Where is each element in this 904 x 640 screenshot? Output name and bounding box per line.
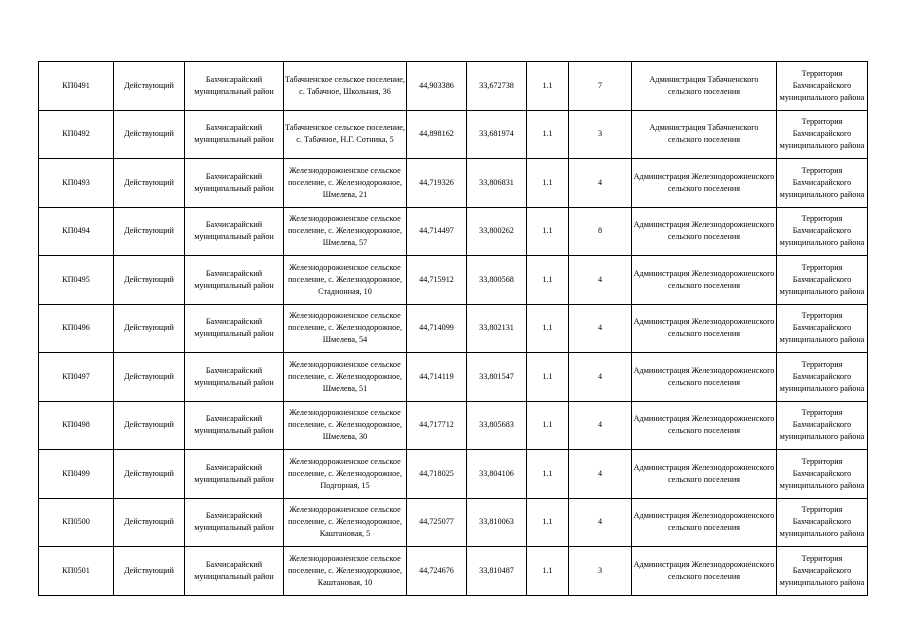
- owner-cell: Администрация Табачненского сельского поселения: [632, 110, 777, 159]
- district-cell: Бахчисарайский муниципальный район: [185, 353, 284, 402]
- latitude-cell: 44,714497: [407, 207, 467, 256]
- count-cell: 3: [569, 110, 632, 159]
- table-row: [39, 159, 868, 208]
- status-cell: Действующий: [114, 450, 185, 499]
- table-row: [39, 304, 868, 353]
- point-code-cell: КП0498: [39, 401, 114, 450]
- latitude-cell: 44,714099: [407, 304, 467, 353]
- type-cell: 1.1: [527, 62, 569, 111]
- longitude-cell: 33,681974: [467, 110, 527, 159]
- district-cell: Бахчисарайский муниципальный район: [185, 498, 284, 547]
- type-cell: 1.1: [527, 450, 569, 499]
- table-row: [39, 401, 868, 450]
- address-cell: Табачненское сельское поселение, с. Табачное, Школьная, 36: [284, 62, 407, 111]
- territory-cell: Территория Бахчисарайского муниципального района: [777, 256, 868, 305]
- type-cell: 1.1: [527, 304, 569, 353]
- table-body: [39, 62, 868, 596]
- count-cell: 4: [569, 498, 632, 547]
- status-cell: Действующий: [114, 401, 185, 450]
- longitude-cell: 33,810487: [467, 547, 527, 596]
- district-cell: Бахчисарайский муниципальный район: [185, 207, 284, 256]
- longitude-cell: 33,804106: [467, 450, 527, 499]
- point-code-cell: КП0494: [39, 207, 114, 256]
- district-cell: Бахчисарайский муниципальный район: [185, 110, 284, 159]
- registry-table: [38, 61, 868, 596]
- point-code-cell: КП0492: [39, 110, 114, 159]
- address-cell: Железнодорожненское сельское поселение, с. Железнодорожное, Шмелева, 57: [284, 207, 407, 256]
- owner-cell: Администрация Железнодорожненского сельского поселения: [632, 401, 777, 450]
- district-cell: Бахчисарайский муниципальный район: [185, 256, 284, 305]
- point-code-cell: КП0500: [39, 498, 114, 547]
- status-cell: Действующий: [114, 547, 185, 596]
- status-cell: Действующий: [114, 159, 185, 208]
- territory-cell: Территория Бахчисарайского муниципального района: [777, 353, 868, 402]
- count-cell: 3: [569, 547, 632, 596]
- longitude-cell: 33,801547: [467, 353, 527, 402]
- table-row: [39, 450, 868, 499]
- point-code-cell: КП0495: [39, 256, 114, 305]
- latitude-cell: 44,725077: [407, 498, 467, 547]
- district-cell: Бахчисарайский муниципальный район: [185, 62, 284, 111]
- point-code-cell: КП0501: [39, 547, 114, 596]
- territory-cell: Территория Бахчисарайского муниципального района: [777, 110, 868, 159]
- latitude-cell: 44,719326: [407, 159, 467, 208]
- territory-cell: Территория Бахчисарайского муниципального района: [777, 498, 868, 547]
- table-row: [39, 62, 868, 111]
- status-cell: Действующий: [114, 256, 185, 305]
- type-cell: 1.1: [527, 159, 569, 208]
- type-cell: 1.1: [527, 207, 569, 256]
- owner-cell: Администрация Железнодорожненского сельского поселения: [632, 159, 777, 208]
- point-code-cell: КП0496: [39, 304, 114, 353]
- type-cell: 1.1: [527, 110, 569, 159]
- type-cell: 1.1: [527, 256, 569, 305]
- territory-cell: Территория Бахчисарайского муниципального района: [777, 304, 868, 353]
- type-cell: 1.1: [527, 401, 569, 450]
- table-row: [39, 498, 868, 547]
- point-code-cell: КП0493: [39, 159, 114, 208]
- longitude-cell: 33,800568: [467, 256, 527, 305]
- latitude-cell: 44,718025: [407, 450, 467, 499]
- territory-cell: Территория Бахчисарайского муниципального района: [777, 401, 868, 450]
- latitude-cell: 44,898162: [407, 110, 467, 159]
- territory-cell: Территория Бахчисарайского муниципального района: [777, 62, 868, 111]
- count-cell: 4: [569, 159, 632, 208]
- latitude-cell: 44,724676: [407, 547, 467, 596]
- count-cell: 4: [569, 450, 632, 499]
- table-row: [39, 207, 868, 256]
- district-cell: Бахчисарайский муниципальный район: [185, 547, 284, 596]
- territory-cell: Территория Бахчисарайского муниципального района: [777, 547, 868, 596]
- longitude-cell: 33,810063: [467, 498, 527, 547]
- address-cell: Железнодорожненское сельское поселение, с. Железнодорожное, Шмелева, 54: [284, 304, 407, 353]
- owner-cell: Администрация Железнодорожненского сельского поселения: [632, 498, 777, 547]
- owner-cell: Администрация Железнодорожненского сельского поселения: [632, 304, 777, 353]
- address-cell: Железнодорожненское сельское поселение, с. Железнодорожное, Подгорная, 15: [284, 450, 407, 499]
- point-code-cell: КП0499: [39, 450, 114, 499]
- type-cell: 1.1: [527, 353, 569, 402]
- longitude-cell: 33,672738: [467, 62, 527, 111]
- owner-cell: Администрация Железнодорожненского сельского поселения: [632, 547, 777, 596]
- district-cell: Бахчисарайский муниципальный район: [185, 304, 284, 353]
- status-cell: Действующий: [114, 498, 185, 547]
- type-cell: 1.1: [527, 547, 569, 596]
- latitude-cell: 44,903386: [407, 62, 467, 111]
- owner-cell: Администрация Железнодорожненского сельского поселения: [632, 353, 777, 402]
- table-row: [39, 547, 868, 596]
- owner-cell: Администрация Железнодорожненского сельского поселения: [632, 450, 777, 499]
- territory-cell: Территория Бахчисарайского муниципального района: [777, 159, 868, 208]
- owner-cell: Администрация Железнодорожненского сельского поселения: [632, 207, 777, 256]
- address-cell: Железнодорожненское сельское поселение, с. Железнодорожное, Каштановая, 10: [284, 547, 407, 596]
- address-cell: Табачненское сельское поселение, с. Табачное, Н.Г. Сотника, 5: [284, 110, 407, 159]
- owner-cell: Администрация Табачненского сельского поселения: [632, 62, 777, 111]
- longitude-cell: 33,805683: [467, 401, 527, 450]
- latitude-cell: 44,715912: [407, 256, 467, 305]
- address-cell: Железнодорожненское сельское поселение, с. Железнодорожное, Каштановая, 5: [284, 498, 407, 547]
- district-cell: Бахчисарайский муниципальный район: [185, 159, 284, 208]
- territory-cell: Территория Бахчисарайского муниципального района: [777, 207, 868, 256]
- type-cell: 1.1: [527, 498, 569, 547]
- point-code-cell: КП0497: [39, 353, 114, 402]
- latitude-cell: 44,714119: [407, 353, 467, 402]
- latitude-cell: 44,717712: [407, 401, 467, 450]
- count-cell: 4: [569, 304, 632, 353]
- district-cell: Бахчисарайский муниципальный район: [185, 450, 284, 499]
- address-cell: Железнодорожненское сельское поселение, с. Железнодорожное, Шмелева, 51: [284, 353, 407, 402]
- count-cell: 4: [569, 256, 632, 305]
- longitude-cell: 33,806831: [467, 159, 527, 208]
- status-cell: Действующий: [114, 353, 185, 402]
- territory-cell: Территория Бахчисарайского муниципального района: [777, 450, 868, 499]
- address-cell: Железнодорожненское сельское поселение, с. Железнодорожное, Стадионная, 10: [284, 256, 407, 305]
- point-code-cell: КП0491: [39, 62, 114, 111]
- table-row: [39, 353, 868, 402]
- owner-cell: Администрация Железнодорожненского сельского поселения: [632, 256, 777, 305]
- count-cell: 8: [569, 207, 632, 256]
- count-cell: 4: [569, 401, 632, 450]
- longitude-cell: 33,800262: [467, 207, 527, 256]
- longitude-cell: 33,802131: [467, 304, 527, 353]
- status-cell: Действующий: [114, 304, 185, 353]
- count-cell: 4: [569, 353, 632, 402]
- status-cell: Действующий: [114, 207, 185, 256]
- district-cell: Бахчисарайский муниципальный район: [185, 401, 284, 450]
- status-cell: Действующий: [114, 62, 185, 111]
- count-cell: 7: [569, 62, 632, 111]
- table-row: [39, 256, 868, 305]
- address-cell: Железнодорожненское сельское поселение, с. Железнодорожное, Шмелева, 30: [284, 401, 407, 450]
- status-cell: Действующий: [114, 110, 185, 159]
- address-cell: Железнодорожненское сельское поселение, с. Железнодорожное, Шмелева, 21: [284, 159, 407, 208]
- table-row: [39, 110, 868, 159]
